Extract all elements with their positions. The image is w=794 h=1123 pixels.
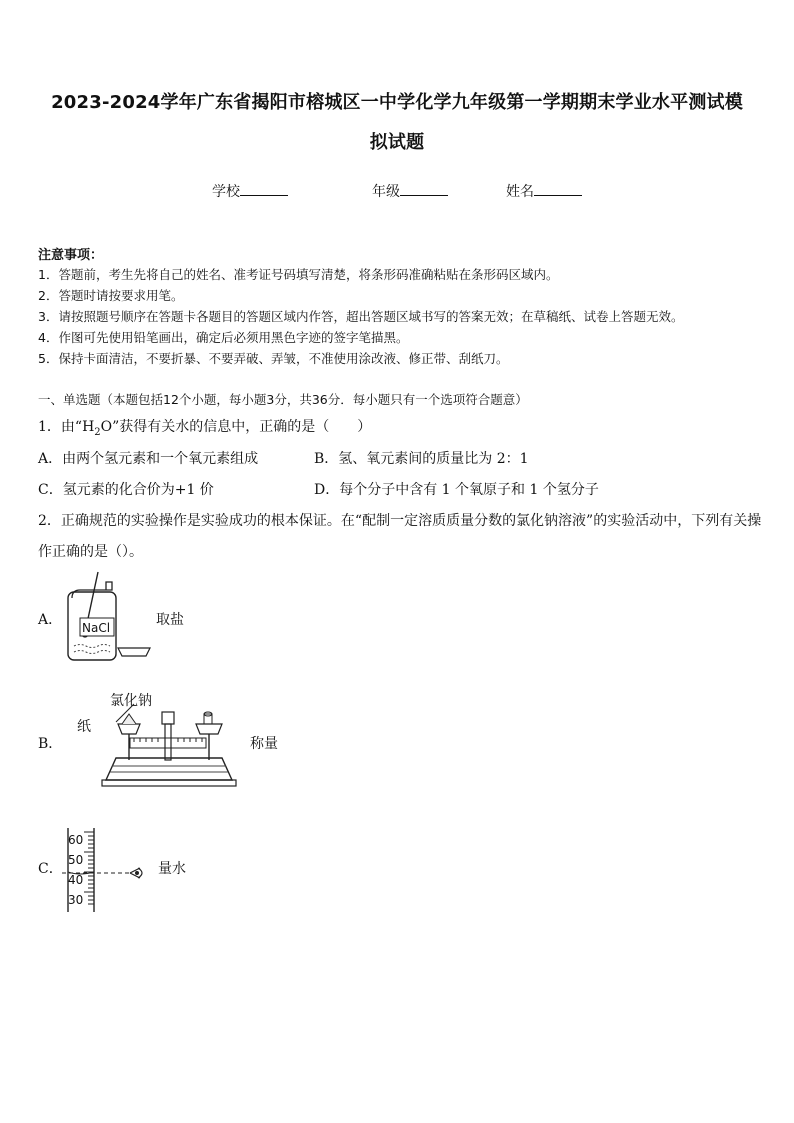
tick-label-60: 60 <box>68 833 84 847</box>
scale-ticks <box>134 738 202 742</box>
question-2-line2: 作正确的是（）。 <box>38 544 143 560</box>
salt-pile <box>122 714 136 724</box>
school-label: 学校 <box>212 184 240 200</box>
notice-item: 4．作图可先使用铅笔画出，确定后必须用黑色字迹的签字笔描黑。 <box>38 330 409 345</box>
q2-option-b-caption: 称量 <box>250 736 278 752</box>
balance-figure <box>92 700 242 790</box>
grade-label: 年级 <box>372 184 400 200</box>
page-title-line2: 拟试题 <box>369 132 425 153</box>
evaporating-dish <box>118 648 150 656</box>
q1-option-b: B．氢、氧元素间的质量比为 2：1 <box>314 451 529 467</box>
section-heading: 一、单选题（本题包括12个小题，每小题3分，共36分．每小题只有一个选项符合题意） <box>38 392 528 407</box>
notice-item: 5．保持卡面清洁，不要折暴、不要弄破、弄皱，不准使用涂改液、修正带、刮纸刀。 <box>38 351 509 366</box>
eye-pupil <box>135 871 139 875</box>
tick-label-40: 40 <box>68 873 84 887</box>
bottle-label-text: NaCl <box>82 621 111 635</box>
q1-option-d: D．每个分子中含有 1 个氧原子和 1 个氢分子 <box>314 482 599 498</box>
measuring-cylinder-figure <box>60 826 150 914</box>
right-pan <box>196 724 222 734</box>
base-lines <box>110 766 228 772</box>
school-field <box>212 181 288 201</box>
grade-field <box>372 181 448 201</box>
school-blank <box>240 181 288 196</box>
question-1 <box>38 416 371 438</box>
beam-scale <box>130 738 206 748</box>
salt-dots <box>74 645 110 648</box>
salt-bottle-figure <box>62 568 157 663</box>
q2-option-c-caption: 量水 <box>158 861 186 877</box>
base-plate <box>102 780 236 786</box>
balance-label-salt: 氯化钠 <box>110 693 152 709</box>
notice-item: 2．答题时请按要求用笔。 <box>38 288 184 303</box>
left-pan <box>118 724 140 734</box>
notice-heading: 注意事项： <box>38 248 104 263</box>
q1-option-a: A．由两个氢元素和一个氧元素组成 <box>38 451 259 467</box>
q2-option-a-letter: A． <box>38 612 63 628</box>
q1-option-c: C．氢元素的化合价为+1 价 <box>38 482 214 498</box>
q2-option-c-letter: C． <box>38 861 63 877</box>
balance-base <box>106 758 232 780</box>
q2-option-a-caption: 取盐 <box>156 612 184 628</box>
q1-text-pre: 1．由“H <box>38 419 95 435</box>
tick-label-30: 30 <box>68 893 84 907</box>
cylinder-ticks <box>84 832 94 904</box>
name-blank <box>534 181 582 196</box>
name-label: 姓名 <box>506 184 534 200</box>
q2-option-b-letter: B． <box>38 736 63 752</box>
salt-dots <box>74 651 110 654</box>
tick-label-50: 50 <box>68 853 84 867</box>
q1-subscript: 2 <box>94 426 101 438</box>
bottle-neck <box>72 582 112 598</box>
notice-item: 1．答题前，考生先将自己的姓名、准考证号码填写清楚，将条形码准确粘贴在条形码区域内。 <box>38 267 559 282</box>
question-2-line1: 2．正确规范的实验操作是实验成功的根本保证。在“配制一定溶质质量分数的氯化钠溶液”的实验活动中，下列有关操 <box>38 513 762 529</box>
name-field <box>506 181 582 201</box>
grade-blank <box>400 181 448 196</box>
balance-label-paper: 纸 <box>77 719 91 735</box>
pillar <box>165 724 171 760</box>
pillar-top <box>162 712 174 724</box>
notice-item: 3．请按照题号顺序在答题卡各题目的答题区域内作答，超出答题区域书写的答案无效；在草稿纸、试卷上答题无效。 <box>38 309 684 324</box>
q1-text-post: O”获得有关水的信息中，正确的是（ ） <box>100 419 372 435</box>
page-title-line1: 2023-2024学年广东省揭阳市榕城区一中学化学九年级第一学期期末学业水平测试模 <box>51 92 743 113</box>
